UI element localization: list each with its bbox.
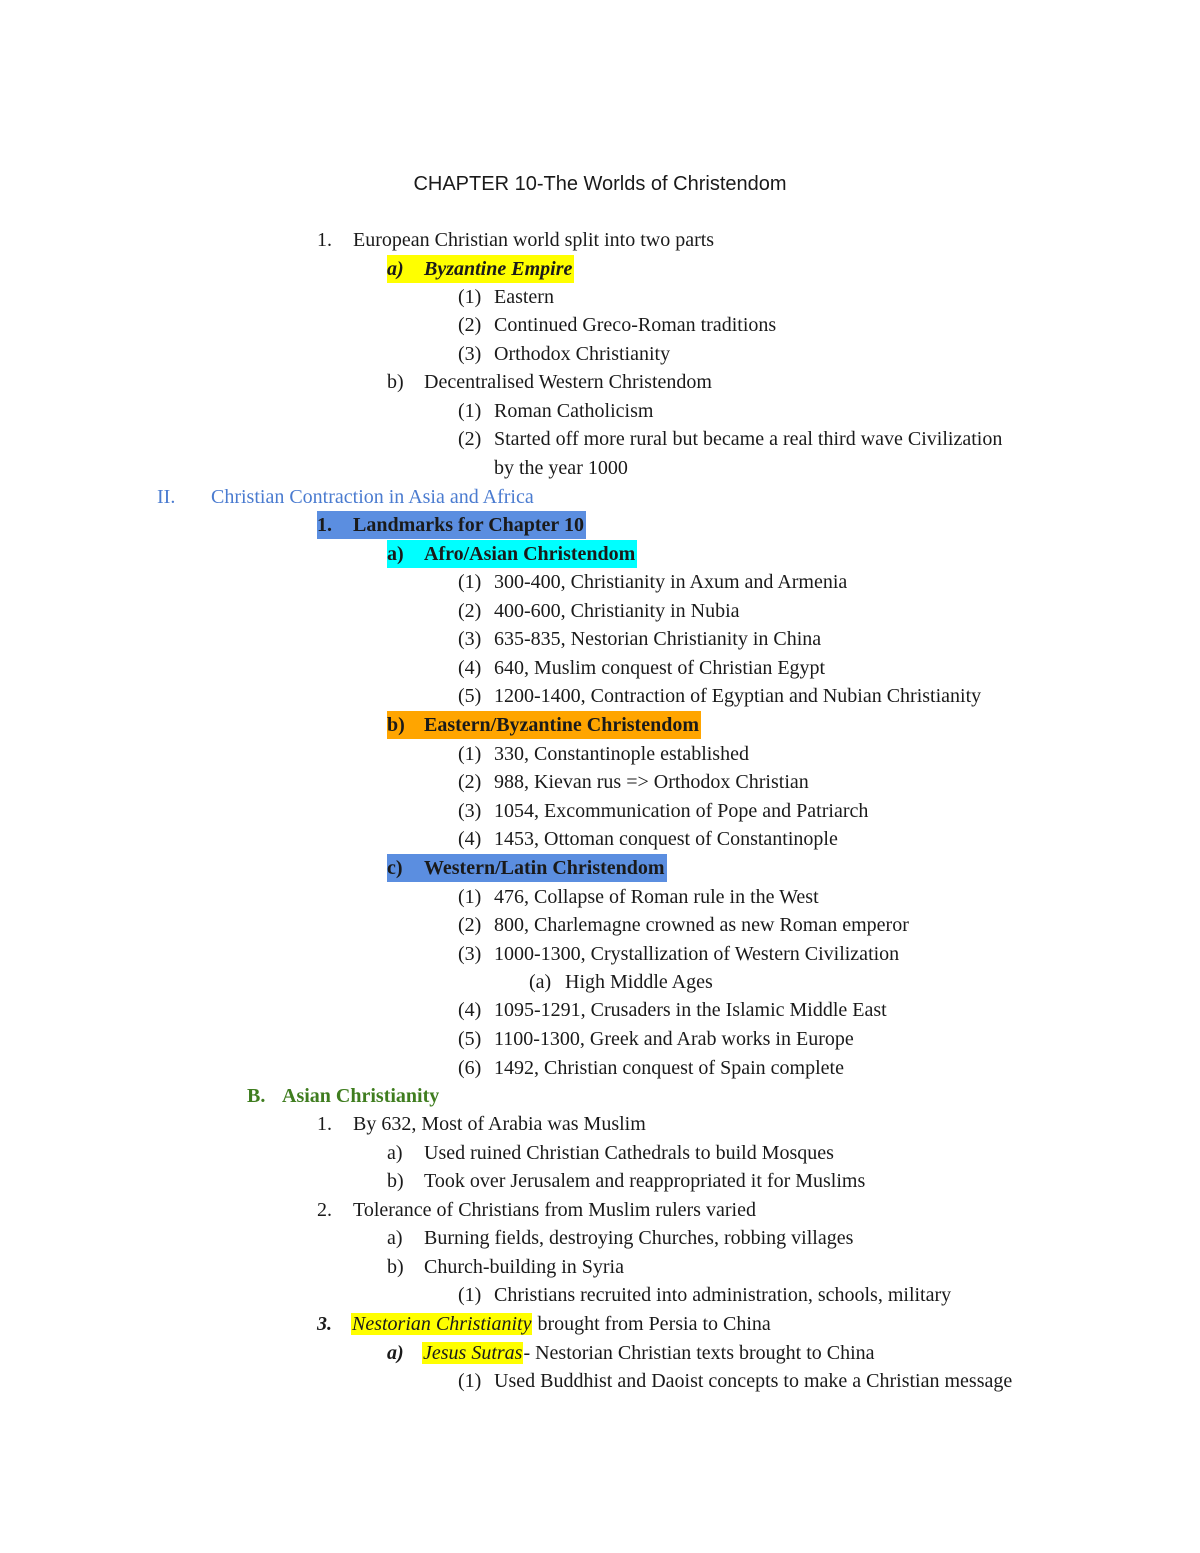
- list-marker: (1): [458, 1370, 482, 1392]
- list-text: Orthodox Christianity: [494, 343, 671, 365]
- list-marker: b): [387, 1170, 404, 1192]
- list-marker: (5): [458, 1028, 482, 1050]
- list-text: 300-400, Christianity in Axum and Armenia: [494, 571, 848, 593]
- list-marker: b): [387, 1256, 404, 1278]
- list-text: 640, Muslim conquest of Christian Egypt: [494, 657, 826, 679]
- list-marker: (3): [458, 343, 482, 365]
- list-text: 988, Kievan rus => Orthodox Christian: [494, 771, 809, 793]
- list-text: Started off more rural but became a real third wave Civilization: [494, 428, 1003, 450]
- list-text: By 632, Most of Arabia was Muslim: [353, 1113, 646, 1135]
- list-text: 1095-1291, Crusaders in the Islamic Middle East: [494, 999, 887, 1021]
- list-marker: (3): [458, 943, 482, 965]
- list-marker: c): [387, 854, 424, 882]
- highlighted-term: Afro/Asian Christendom: [424, 540, 637, 568]
- list-marker: (1): [458, 286, 482, 308]
- list-text: Christians recruited into administration, schools, military: [494, 1284, 952, 1306]
- list-marker: (2): [458, 771, 482, 793]
- list-text: 1100-1300, Greek and Arab works in Europe: [494, 1028, 854, 1050]
- highlighted-term: Nestorian Christianity: [352, 1313, 532, 1335]
- list-marker: (4): [458, 828, 482, 850]
- list-marker: b): [387, 711, 424, 739]
- list-marker: (2): [458, 314, 482, 336]
- list-text: 1453, Ottoman conquest of Constantinople: [494, 828, 838, 850]
- list-marker: (3): [458, 628, 482, 650]
- list-marker: (4): [458, 657, 482, 679]
- list-text: Continued Greco-Roman traditions: [494, 314, 777, 336]
- page-title: CHAPTER 10-The Worlds of Christendom: [413, 173, 787, 195]
- list-marker: (4): [458, 999, 482, 1021]
- list-text: 330, Constantinople established: [494, 743, 749, 765]
- list-marker: b): [387, 371, 404, 393]
- list-text: brought from Persia to China: [532, 1313, 771, 1335]
- list-marker: (a): [529, 971, 552, 993]
- list-marker: (1): [458, 743, 482, 765]
- list-marker: (2): [458, 428, 482, 450]
- list-marker: (6): [458, 1057, 482, 1079]
- section-marker: B.: [247, 1085, 266, 1107]
- section-title: Asian Christianity: [282, 1085, 440, 1107]
- list-marker: a): [387, 540, 424, 568]
- section-title: Christian Contraction in Asia and Africa: [211, 486, 534, 508]
- list-text: Decentralised Western Christendom: [424, 371, 712, 393]
- list-marker: a): [387, 1342, 404, 1364]
- list-text: Used Buddhist and Daoist concepts to make a Christian message: [494, 1370, 1013, 1392]
- list-text: 476, Collapse of Roman rule in the West: [494, 886, 819, 908]
- list-marker: (1): [458, 886, 482, 908]
- list-text: Church-building in Syria: [424, 1256, 624, 1278]
- list-text: 635-835, Nestorian Christianity in China: [494, 628, 822, 650]
- highlighted-term: Landmarks for Chapter 10: [353, 511, 586, 539]
- list-marker: 1.: [317, 511, 353, 539]
- list-text: 1492, Christian conquest of Spain complete: [494, 1057, 844, 1079]
- list-marker: (1): [458, 400, 482, 422]
- list-text: High Middle Ages: [565, 971, 713, 993]
- list-marker: a): [387, 255, 424, 283]
- list-text: European Christian world split into two parts: [353, 229, 715, 251]
- list-marker: 1.: [317, 229, 332, 251]
- list-text: 1054, Excommunication of Pope and Patriarch: [494, 800, 869, 822]
- highlighted-term: Byzantine Empire: [424, 255, 574, 283]
- list-text: by the year 1000: [494, 457, 628, 479]
- list-text: Took over Jerusalem and reappropriated it for Muslims: [424, 1170, 866, 1192]
- list-marker: (1): [458, 1284, 482, 1306]
- list-marker: (2): [458, 600, 482, 622]
- highlighted-term: Eastern/Byzantine Christendom: [424, 711, 701, 739]
- list-text: Tolerance of Christians from Muslim rulers varied: [353, 1199, 756, 1221]
- list-text: 1200-1400, Contraction of Egyptian and Nubian Christianity: [494, 685, 982, 707]
- list-text: Used ruined Christian Cathedrals to build Mosques: [424, 1142, 834, 1164]
- highlighted-term: Western/Latin Christendom: [424, 854, 667, 882]
- list-text: Burning fields, destroying Churches, robbing villages: [424, 1227, 854, 1249]
- list-marker: (2): [458, 914, 482, 936]
- highlighted-term: Jesus Sutras: [423, 1342, 523, 1364]
- list-marker: a): [387, 1142, 403, 1164]
- list-marker: 2.: [317, 1199, 332, 1221]
- list-marker: (3): [458, 800, 482, 822]
- list-marker: (5): [458, 685, 482, 707]
- list-text: - Nestorian Christian texts brought to China: [523, 1342, 875, 1364]
- list-text: Eastern: [494, 286, 554, 308]
- list-marker: 3.: [317, 1313, 332, 1335]
- section-marker: II.: [157, 486, 176, 508]
- list-marker: a): [387, 1227, 403, 1249]
- list-text: Roman Catholicism: [494, 400, 654, 422]
- list-marker: 1.: [317, 1113, 332, 1135]
- list-text: 400-600, Christianity in Nubia: [494, 600, 740, 622]
- list-marker: (1): [458, 571, 482, 593]
- list-text: 800, Charlemagne crowned as new Roman emperor: [494, 914, 909, 936]
- list-text: 1000-1300, Crystallization of Western Civilization: [494, 943, 900, 965]
